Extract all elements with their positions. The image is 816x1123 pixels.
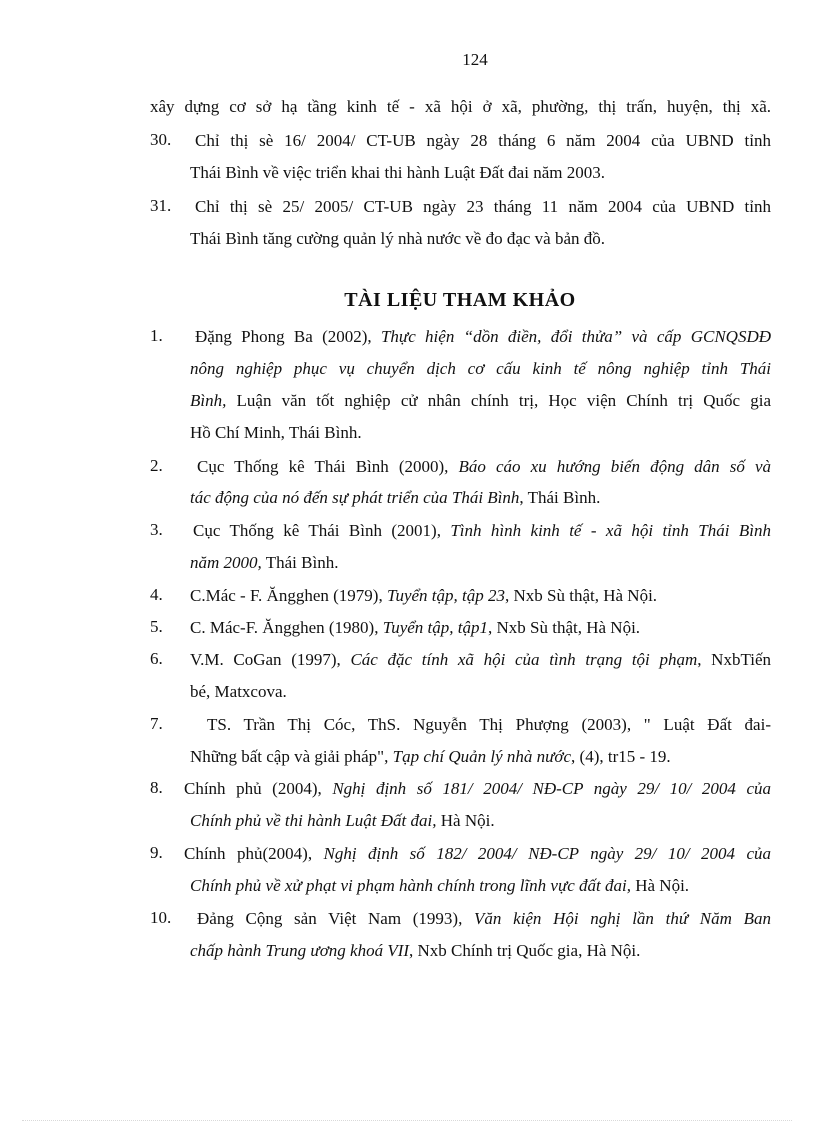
intro-line: xây dựng cơ sở hạ tầng kinh tế - xã hội ở xã, phường, thị trấn, huyện, thị xã.	[150, 97, 771, 116]
ref-text: Chính phủ về thi hành Luật Đất đai, Hà Nội.	[190, 811, 495, 830]
ref-text: Đặng Phong Ba (2002), Thực hiện “dồn điền, đổi thửa” và cấp GCNQSDĐ	[195, 327, 771, 346]
ref-text: Đảng Cộng sản Việt Nam (1993), Văn kiện Hội nghị lần thứ Năm Ban	[197, 909, 772, 928]
ref-text: tác động của nó đến sự phát triển của Thái Bình, Thái Bình.	[190, 488, 601, 507]
ref-text: nông nghiệp phục vụ chuyển dịch cơ cấu kinh tế nông nghiệp tỉnh Thái	[190, 359, 771, 378]
item-number: 31.	[150, 196, 172, 215]
item-text: Chỉ thị sè 16/ 2004/ CT-UB ngày 28 tháng 6 năm 2004 của UBND tỉnh	[195, 131, 771, 150]
ref-number: 3.	[150, 520, 163, 539]
page-number: 124	[462, 50, 488, 69]
ref-number: 7.	[150, 714, 163, 733]
ref-text: chấp hành Trung ương khoá VII, Nxb Chính trị Quốc gia, Hà Nội.	[190, 941, 641, 960]
ref-text: năm 2000, Thái Bình.	[190, 553, 339, 572]
ref-number: 6.	[150, 649, 163, 668]
ref-text: Chính phủ(2004), Nghị định số 182/ 2004/ NĐ-CP ngày 29/ 10/ 2004 của	[184, 844, 771, 863]
ref-text: C.Mác - F. Ăngghen (1979), Tuyển tập, tập 23, Nxb Sù thật, Hà Nội.	[190, 586, 658, 605]
ref-number: 9.	[150, 843, 163, 862]
ref-text: Bình, Luận văn tốt nghiệp cử nhân chính trị, Học viện Chính trị Quốc gia	[190, 391, 771, 410]
ref-number: 5.	[150, 617, 163, 636]
ref-number: 10.	[150, 908, 172, 927]
ref-text: Cục Thống kê Thái Bình (2000), Báo cáo xu hướng biến động dân số và	[197, 457, 771, 476]
ref-text: V.M. CoGan (1997), Các đặc tính xã hội của tình trạng tội phạm, NxbTiến	[190, 650, 772, 669]
footer-divider	[22, 1120, 792, 1121]
ref-text: Cục Thống kê Thái Bình (2001), Tình hình kinh tế - xã hội tỉnh Thái Bình	[193, 521, 771, 540]
ref-number: 8.	[150, 778, 163, 797]
ref-text: Chính phủ về xử phạt vi phạm hành chính trong lĩnh vực đất đai, Hà Nội.	[190, 876, 690, 895]
section-heading: TÀI LIỆU THAM KHẢO	[344, 289, 576, 311]
ref-text: Chính phủ (2004), Nghị định số 181/ 2004/ NĐ-CP ngày 29/ 10/ 2004 của	[184, 779, 772, 798]
ref-text: TS. Trần Thị Cóc, ThS. Nguyễn Thị Phượng (2003), " Luật Đất đai-	[207, 715, 771, 734]
item-text: Chỉ thị sè 25/ 2005/ CT-UB ngày 23 tháng 11 năm 2004 của UBND tỉnh	[195, 197, 771, 216]
ref-text: C. Mác-F. Ăngghen (1980), Tuyển tập, tập1, Nxb Sù thật, Hà Nội.	[190, 618, 641, 637]
ref-number: 2.	[150, 456, 163, 475]
ref-text: Hồ Chí Minh, Thái Bình.	[190, 423, 362, 442]
item-text: Thái Bình tăng cường quản lý nhà nước về đo đạc và bản đồ.	[190, 229, 606, 248]
item-number: 30.	[150, 130, 172, 149]
ref-text: bé, Matxcova.	[190, 682, 287, 701]
ref-number: 4.	[150, 585, 163, 604]
ref-text: Những bất cập và giải pháp", Tạp chí Quản lý nhà nước, (4), tr15 - 19.	[190, 747, 671, 766]
item-text: Thái Bình về việc triển khai thi hành Luật Đất đai năm 2003.	[190, 163, 605, 182]
ref-number: 1.	[150, 326, 163, 345]
